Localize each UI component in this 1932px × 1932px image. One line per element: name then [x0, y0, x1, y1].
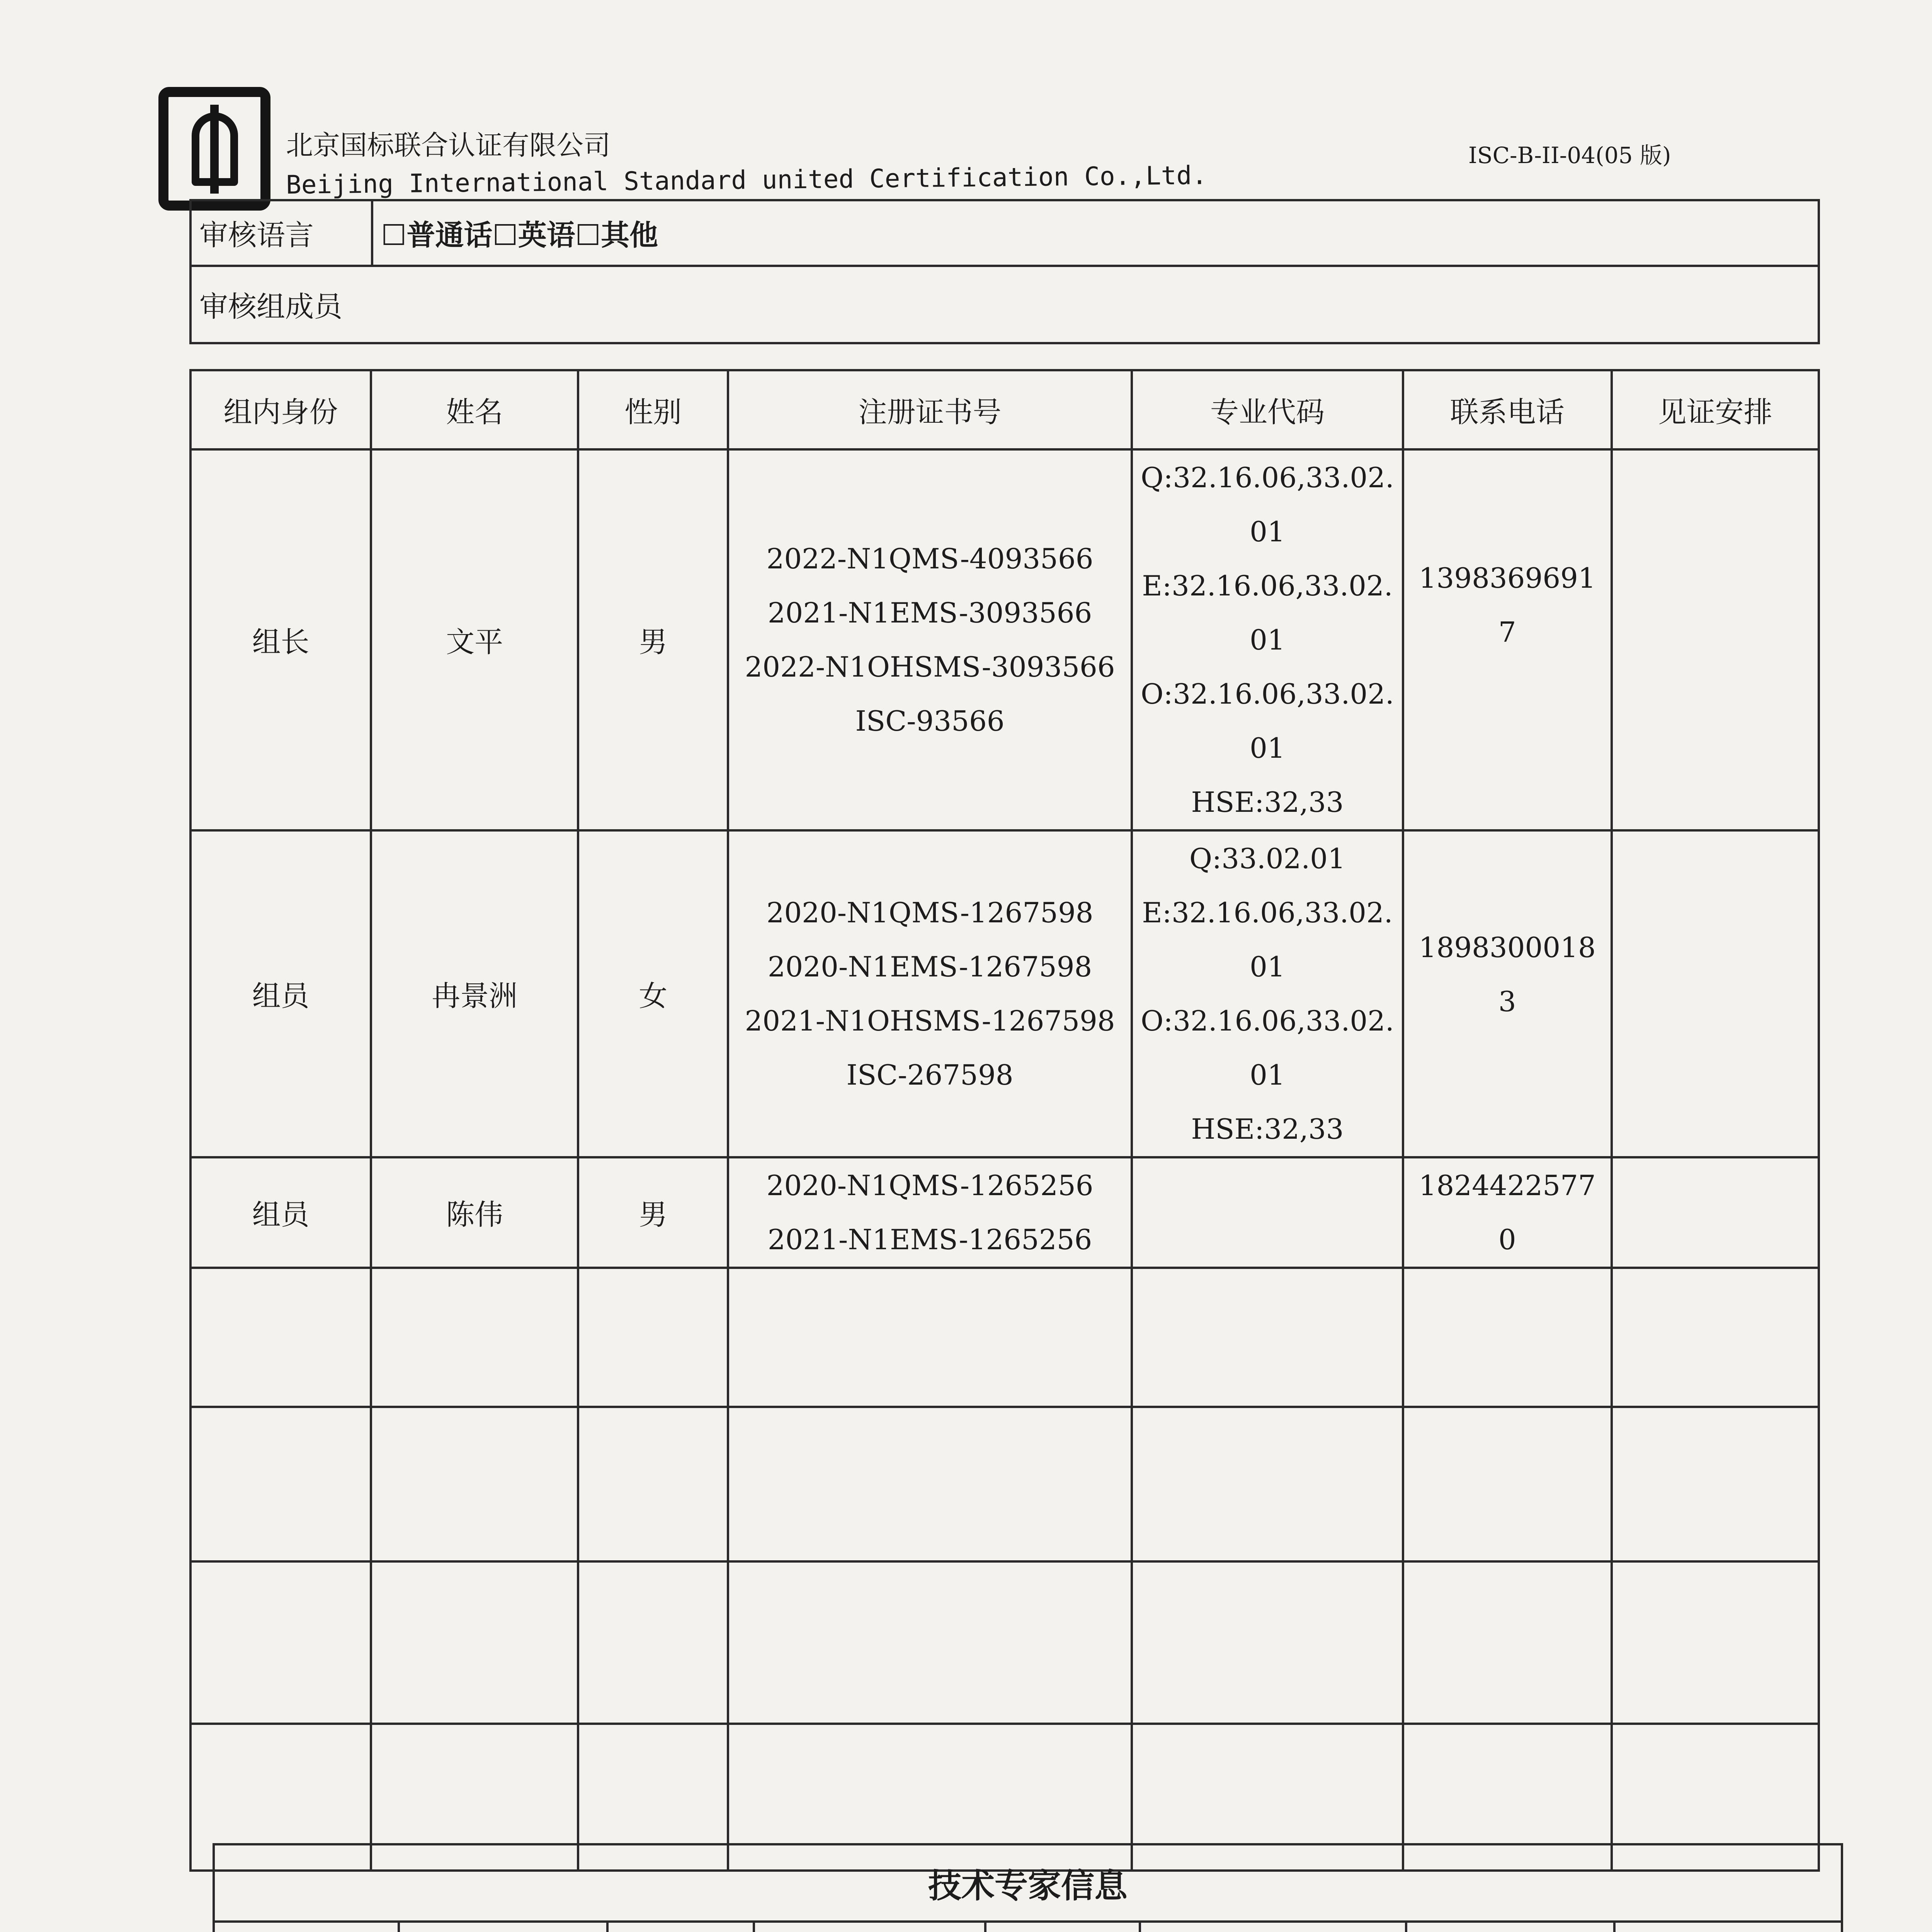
cell-role: 组员 — [190, 1157, 371, 1268]
team-members-label: 审核组成员 — [190, 266, 1819, 343]
cell-name: 文平 — [371, 449, 578, 830]
cell-gender: 男 — [578, 1157, 728, 1268]
cert-line: 2021-N1EMS-1265256 — [767, 1223, 1092, 1256]
phone-line: 3 — [1498, 985, 1516, 1018]
expert-header-gender — [607, 1922, 754, 1932]
cert-line: 2020-N1EMS-1267598 — [767, 951, 1092, 983]
cell-witness — [1612, 830, 1819, 1157]
phone-line: 1824422577 — [1418, 1169, 1596, 1202]
cell-phone — [1403, 1157, 1612, 1268]
table-row — [190, 1157, 1819, 1268]
phone-line: 1898300018 — [1418, 931, 1596, 964]
cell-role: 组长 — [190, 449, 371, 830]
cell-gender: 女 — [578, 830, 728, 1157]
cell-certs — [728, 830, 1132, 1157]
header-witness: 见证安排 — [1612, 370, 1819, 449]
cert-line: ISC-267598 — [846, 1059, 1014, 1091]
cert-line: 2021-N1OHSMS-1267598 — [745, 1005, 1115, 1037]
audit-language-options: ☐普通话☐英语☐其他 — [372, 200, 1819, 266]
header-code: 专业代码 — [1132, 370, 1403, 449]
expert-header-code — [1140, 1922, 1406, 1932]
code-line: 01 — [1250, 951, 1285, 983]
cert-line: ISC-93566 — [855, 705, 1005, 737]
table-row — [190, 449, 1819, 830]
code-line: 01 — [1250, 1059, 1285, 1091]
code-line: O:32.16.06,33.02. — [1141, 1005, 1394, 1037]
code-line: 01 — [1250, 624, 1285, 656]
code-line: 01 — [1250, 515, 1285, 548]
cert-line: 2020-N1QMS-1267598 — [766, 896, 1094, 929]
cell-codes — [1132, 449, 1403, 830]
expert-header-title — [985, 1922, 1139, 1932]
cell-phone — [1403, 830, 1612, 1157]
cell-witness — [1612, 449, 1819, 830]
expert-table — [213, 1843, 1843, 1932]
expert-header-unit — [754, 1922, 985, 1932]
cell-certs — [728, 449, 1132, 830]
empty-row — [190, 1561, 1819, 1724]
cell-name: 陈伟 — [371, 1157, 578, 1268]
empty-row — [190, 1407, 1819, 1561]
cert-line: 2021-N1EMS-3093566 — [767, 597, 1092, 629]
cell-codes — [1132, 1157, 1403, 1268]
header-cert: 注册证书号 — [728, 370, 1132, 449]
cell-role: 组员 — [190, 830, 371, 1157]
expert-header-phone — [1614, 1922, 1842, 1932]
cell-witness — [1612, 1157, 1819, 1268]
cert-line: 2020-N1QMS-1265256 — [766, 1169, 1094, 1202]
table-row — [190, 830, 1819, 1157]
expert-section-title: 技术专家信息 — [214, 1844, 1842, 1922]
phone-line: 7 — [1498, 616, 1516, 648]
code-line: E:32.16.06,33.02. — [1142, 896, 1393, 929]
document-code: ISC-B-II-04(05 版) — [1468, 142, 1671, 168]
code-line: Q:32.16.06,33.02. — [1141, 461, 1394, 494]
code-line: 01 — [1250, 732, 1285, 764]
company-name-en: Beijing International Standard united Certification Co.,Ltd. — [286, 160, 1208, 200]
code-line: HSE:32,33 — [1191, 786, 1344, 818]
header-line — [763, 1925, 976, 1932]
code-line: Q:33.02.01 — [1189, 842, 1345, 875]
cell-phone — [1403, 449, 1612, 830]
cell-codes — [1132, 830, 1403, 1157]
header-phone: 联系电话 — [1403, 370, 1612, 449]
header-role: 组内身份 — [190, 370, 371, 449]
cell-gender: 男 — [578, 449, 728, 830]
expert-header-group-code — [1406, 1922, 1614, 1932]
cell-certs — [728, 1157, 1132, 1268]
company-name-cn: 北京国标联合认证有限公司 — [286, 129, 611, 161]
header-gender: 性别 — [578, 370, 728, 449]
cell-name: 冉景洲 — [371, 830, 578, 1157]
header-line — [994, 1925, 1131, 1932]
cert-line: 2022-N1OHSMS-3093566 — [745, 651, 1115, 683]
code-line: O:32.16.06,33.02. — [1141, 678, 1394, 710]
header-name: 姓名 — [371, 370, 578, 449]
audit-language-table — [189, 199, 1820, 344]
cert-line: 2022-N1QMS-4093566 — [766, 543, 1094, 575]
expert-header-role — [214, 1922, 399, 1932]
audit-language-label: 审核语言 — [190, 200, 372, 266]
phone-line: 1398369691 — [1418, 562, 1596, 594]
company-logo — [158, 87, 270, 211]
empty-row — [190, 1268, 1819, 1407]
code-line: E:32.16.06,33.02. — [1142, 570, 1393, 602]
code-line: HSE:32,33 — [1191, 1113, 1344, 1145]
expert-header-name — [399, 1922, 607, 1932]
team-members-table — [189, 369, 1820, 1872]
phone-line: 0 — [1498, 1223, 1516, 1256]
